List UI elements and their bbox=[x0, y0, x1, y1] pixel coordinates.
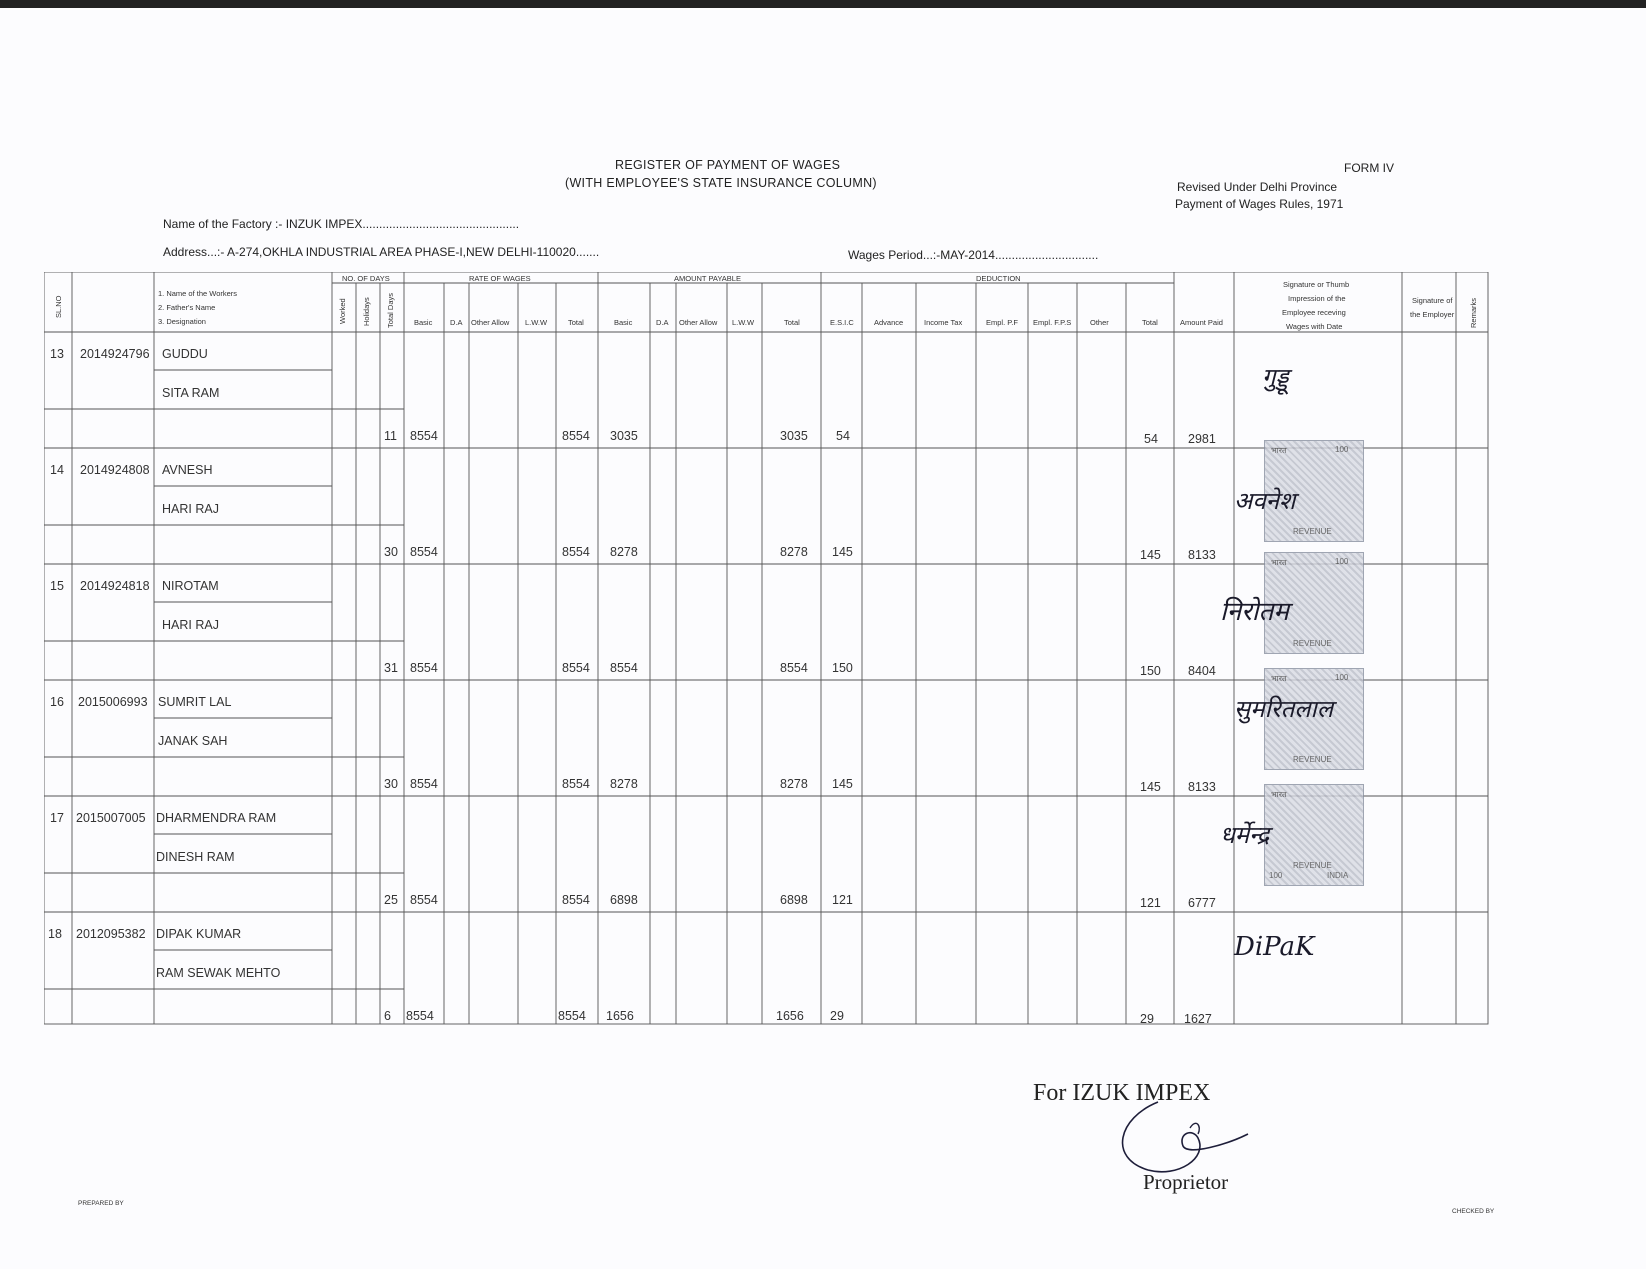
stamp-revenue-label: REVENUE bbox=[1293, 527, 1332, 536]
header-esic: E.S.I.C bbox=[830, 318, 854, 327]
scan-edge bbox=[0, 0, 1646, 8]
row-total-days: 11 bbox=[384, 429, 397, 443]
row-code: 2015007005 bbox=[76, 811, 146, 825]
revised-line2: Payment of Wages Rules, 1971 bbox=[1175, 197, 1344, 211]
row-pay-basic: 8554 bbox=[610, 661, 638, 675]
row-name: NIROTAM bbox=[162, 579, 219, 593]
row-name: AVNESH bbox=[162, 463, 213, 477]
signature-row13: गुड्डू bbox=[1262, 363, 1289, 391]
row-amount-paid: 2981 bbox=[1188, 432, 1216, 446]
checked-by-label: CHECKED BY bbox=[1452, 1208, 1495, 1215]
row-father: SITA RAM bbox=[162, 386, 220, 400]
row-name: SUMRIT LAL bbox=[158, 695, 232, 709]
header-worker-1: 1. Name of the Workers bbox=[158, 289, 238, 298]
header-pay-other-allow: Other Allow bbox=[679, 318, 718, 327]
header-rate-other-allow: Other Allow bbox=[471, 318, 510, 327]
row-pay-total: 8554 bbox=[780, 661, 808, 675]
header-sig-employer-1: Signature of bbox=[1412, 296, 1453, 305]
prepared-by-label: PREPARED BY bbox=[78, 1200, 124, 1207]
row-esic: 54 bbox=[836, 429, 850, 443]
row-rate-basic: 8554 bbox=[410, 661, 438, 675]
stamp-revenue-label: REVENUE bbox=[1293, 639, 1332, 648]
signature-row15: निरोतम bbox=[1220, 597, 1289, 627]
row-pay-basic: 6898 bbox=[610, 893, 638, 907]
header-rate-basic: Basic bbox=[414, 318, 433, 327]
row-code: 2014924808 bbox=[80, 463, 150, 477]
row-rate-basic: 8554 bbox=[410, 429, 438, 443]
row-ded-total: 121 bbox=[1140, 896, 1161, 910]
row-total-days: 30 bbox=[384, 777, 398, 791]
row-amount-paid: 8133 bbox=[1188, 548, 1216, 562]
row-ded-total: 145 bbox=[1140, 548, 1161, 562]
row-total-days: 6 bbox=[384, 1009, 391, 1023]
row-esic: 145 bbox=[832, 545, 853, 559]
header-advance: Advance bbox=[874, 318, 904, 327]
revenue-stamp bbox=[1264, 784, 1364, 886]
header-sig-employee-2: Impression of the bbox=[1288, 294, 1346, 303]
header-total-days: Total Days bbox=[386, 292, 395, 328]
row-ded-total: 145 bbox=[1140, 780, 1161, 794]
row-rate-total: 8554 bbox=[562, 545, 590, 559]
header-sig-employee-1: Signature or Thumb bbox=[1283, 280, 1350, 289]
row-pay-total: 6898 bbox=[780, 893, 808, 907]
row-pay-total: 8278 bbox=[780, 545, 808, 559]
header-rate-da: D.A bbox=[450, 318, 463, 327]
row-father: HARI RAJ bbox=[162, 502, 219, 516]
row-esic: 29 bbox=[830, 1009, 844, 1023]
stamp-value-label: 100 bbox=[1335, 673, 1349, 682]
header-pay-total: Total bbox=[784, 318, 800, 327]
stamp-value-label: 100 bbox=[1335, 445, 1349, 454]
row-father: DINESH RAM bbox=[156, 850, 235, 864]
stamp-value-label: 100 bbox=[1269, 871, 1283, 880]
row-pay-total: 3035 bbox=[780, 429, 808, 443]
row-rate-basic: 8554 bbox=[410, 545, 438, 559]
wages-period: Wages Period...:-MAY-2014............................... bbox=[848, 248, 1099, 262]
row-father: JANAK SAH bbox=[158, 734, 228, 748]
header-worker-3: 3. Designation bbox=[158, 317, 206, 326]
wages-table bbox=[44, 272, 1490, 1032]
row-amount-paid: 8404 bbox=[1188, 664, 1216, 678]
header-sig-employee-4: Wages with Date bbox=[1286, 322, 1343, 331]
row-amount-paid: 1627 bbox=[1184, 1012, 1212, 1026]
header-sl-no: SL.NO bbox=[54, 295, 63, 318]
header-rate-of-wages: RATE OF WAGES bbox=[469, 274, 531, 283]
row-pay-basic: 3035 bbox=[610, 429, 638, 443]
stamp-revenue-label: REVENUE bbox=[1293, 755, 1332, 764]
proprietor-signature bbox=[1098, 1098, 1258, 1178]
row-ded-total: 29 bbox=[1140, 1012, 1154, 1026]
header-amount-payable: AMOUNT PAYABLE bbox=[674, 274, 741, 283]
header-income-tax: Income Tax bbox=[924, 318, 963, 327]
register-title-line2: (WITH EMPLOYEE'S STATE INSURANCE COLUMN) bbox=[565, 176, 877, 190]
row-pay-basic: 8278 bbox=[610, 545, 638, 559]
row-amount-paid: 6777 bbox=[1188, 896, 1216, 910]
header-pay-da: D.A bbox=[656, 318, 669, 327]
row-sl: 17 bbox=[50, 811, 64, 825]
stamp-value-label: 100 bbox=[1335, 557, 1349, 566]
signature-row14: अवनेश bbox=[1234, 487, 1296, 515]
header-remarks: Remarks bbox=[1469, 297, 1478, 328]
signature-row18: DiPaK bbox=[1234, 932, 1315, 962]
row-sl: 15 bbox=[50, 579, 64, 593]
row-rate-basic: 8554 bbox=[406, 1009, 434, 1023]
form-number: FORM IV bbox=[1344, 161, 1394, 175]
row-pay-total: 8278 bbox=[780, 777, 808, 791]
row-pay-total: 1656 bbox=[776, 1009, 804, 1023]
row-name: DHARMENDRA RAM bbox=[156, 811, 277, 825]
header-rate-total: Total bbox=[568, 318, 584, 327]
register-title-line1: REGISTER OF PAYMENT OF WAGES bbox=[615, 158, 841, 172]
row-sl: 13 bbox=[50, 347, 64, 361]
factory-address: Address...:- A-274,OKHLA INDUSTRIAL AREA PHASE-I,NEW DELHI-110020....... bbox=[163, 245, 600, 259]
row-sl: 18 bbox=[48, 927, 62, 941]
header-deduction: DEDUCTION bbox=[976, 274, 1021, 283]
row-rate-basic: 8554 bbox=[410, 777, 438, 791]
header-sig-employee-3: Employee receving bbox=[1282, 308, 1346, 317]
row-rate-total: 8554 bbox=[558, 1009, 586, 1023]
row-rate-total: 8554 bbox=[562, 429, 590, 443]
header-ded-total: Total bbox=[1142, 318, 1158, 327]
stamp-bharat-label: भारत bbox=[1271, 558, 1287, 567]
row-code: 2014924818 bbox=[80, 579, 150, 593]
row-amount-paid: 8133 bbox=[1188, 780, 1216, 794]
stamp-bharat-label: भारत bbox=[1271, 790, 1287, 799]
row-esic: 145 bbox=[832, 777, 853, 791]
row-total-days: 31 bbox=[384, 661, 398, 675]
row-rate-total: 8554 bbox=[562, 777, 590, 791]
header-amount-paid: Amount Paid bbox=[1180, 318, 1223, 327]
signature-row16: सुमरितलाल bbox=[1234, 695, 1334, 723]
row-father: RAM SEWAK MEHTO bbox=[156, 966, 281, 980]
stamp-bharat-label: भारत bbox=[1271, 446, 1287, 455]
header-no-of-days: NO. OF DAYS bbox=[342, 274, 390, 283]
row-esic: 150 bbox=[832, 661, 853, 675]
factory-name: Name of the Factory :- INZUK IMPEX............................................... bbox=[163, 217, 520, 231]
row-pay-basic: 8278 bbox=[610, 777, 638, 791]
header-pay-lww: L.W.W bbox=[732, 318, 755, 327]
header-worker-2: 2. Father's Name bbox=[158, 303, 216, 312]
row-ded-total: 150 bbox=[1140, 664, 1161, 678]
row-name: GUDDU bbox=[162, 347, 208, 361]
row-code: 2014924796 bbox=[80, 347, 150, 361]
header-pay-basic: Basic bbox=[614, 318, 633, 327]
stamp-india-label: INDIA bbox=[1327, 871, 1349, 880]
header-rate-lww: L.W.W bbox=[525, 318, 548, 327]
row-rate-total: 8554 bbox=[562, 893, 590, 907]
row-father: HARI RAJ bbox=[162, 618, 219, 632]
row-total-days: 30 bbox=[384, 545, 398, 559]
row-rate-total: 8554 bbox=[562, 661, 590, 675]
row-rate-basic: 8554 bbox=[410, 893, 438, 907]
header-empl-pf: Empl. P.F bbox=[986, 318, 1018, 327]
header-holidays: Holidays bbox=[362, 297, 371, 326]
row-code: 2012095382 bbox=[76, 927, 146, 941]
row-pay-basic: 1656 bbox=[606, 1009, 634, 1023]
row-sl: 16 bbox=[50, 695, 64, 709]
header-worked: Worked bbox=[338, 298, 347, 324]
stamp-revenue-label: REVENUE bbox=[1293, 861, 1332, 870]
row-code: 2015006993 bbox=[78, 695, 148, 709]
revised-line1: Revised Under Delhi Province bbox=[1177, 180, 1338, 194]
header-empl-fps: Empl. F.P.S bbox=[1033, 318, 1072, 327]
company-signature-label: For IZUK IMPEX bbox=[1033, 1080, 1211, 1106]
row-ded-total: 54 bbox=[1144, 432, 1158, 446]
header-sig-employer-2: the Employer bbox=[1410, 310, 1455, 319]
row-name: DIPAK KUMAR bbox=[156, 927, 242, 941]
signature-row17: धर्मेन्द्र bbox=[1220, 821, 1270, 849]
header-other: Other bbox=[1090, 318, 1109, 327]
row-sl: 14 bbox=[50, 463, 64, 477]
stamp-bharat-label: भारत bbox=[1271, 674, 1287, 683]
row-total-days: 25 bbox=[384, 893, 398, 907]
proprietor-label: Proprietor bbox=[1143, 1170, 1229, 1194]
row-esic: 121 bbox=[832, 893, 853, 907]
